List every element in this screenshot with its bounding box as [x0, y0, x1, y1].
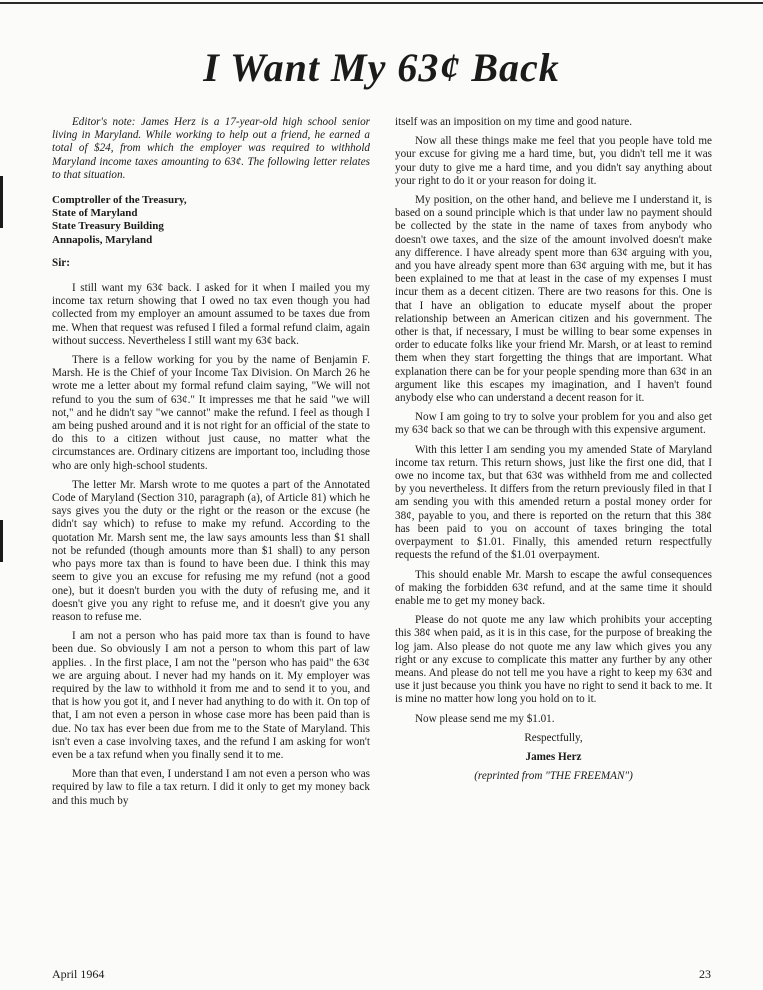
- body-paragraph: Now please send me my $1.01.: [415, 712, 555, 725]
- address-line: Comptroller of the Treasury,: [52, 194, 187, 207]
- body-paragraph: My position, on the other hand, and believe me I understand it, is based on a sound principle which is that under law no payment should be collected by the state in the name of taxes from anybody who doesn't owe taxes, and the size of the amount involved doesn't make any difference. I have already spent more than 63¢ arguing with you, and you have already spent more than 63¢ arguing with me, but it has been explained to me that at least in the case of my expenses I must incur them as a decent citizen. There are two reasons for this. One is that I have an obligation to educate myself about the proper relationship between an American citizen and his government. The other is that, if necessary, I must be willing to bear some expenses in order to educate folks like your friend Mr. Marsh, or at least to remind them when they start forgetting the things that are important. What explanation there can be for your people spending more than 63¢ in an argument like this escapes my imagination, and I haven't found anybody else who can understand a decent reason for it.: [395, 194, 712, 405]
- right-column: [395, 116, 712, 789]
- recipient-address: [52, 194, 370, 247]
- margin-mark: [0, 520, 3, 562]
- footer-date: April 1964: [52, 967, 105, 981]
- page-number: 23: [699, 967, 711, 981]
- body-paragraph: This should enable Mr. Marsh to escape the awful consequences of making the forbidden 63¢ refund, and at the same time it should enable me to get my money back.: [395, 568, 712, 607]
- address-line: State Treasury Building: [52, 220, 164, 233]
- body-paragraph: The letter Mr. Marsh wrote to me quotes a part of the Annotated Code of Maryland (Section 310, paragraph (a), of Article 81) which he says gives you the duty or the right or the reason or the excuse (he didn't say which) to refuse to make my refund. According to the quotation Mr. Marsh sent me, the law says amounts less than $1 shall not be refunded (though amounts more than $1 shall) to any person who pays more tax than is found to have been due. I think this may seem to give you an excuse for refusing me my refund (not a good one), but it doesn't burden you with the duty of refusing me, and it doesn't give you any right to refuse me, and it doesn't give you any reason to refuse me.: [52, 478, 370, 623]
- body-paragraph: Now I am going to try to solve your problem for you and also get my 63¢ back so that we can be through with this expensive argument.: [395, 411, 712, 437]
- body-paragraph: With this letter I am sending you my amended State of Maryland income tax return. This return shows, just like the first one did, that I owe no income tax, but that 63¢ was withheld from me and collected by you nevertheless. It differs from the return previously filed in that I am sending you with this amended return a postal money order for 38¢, payable to you, and there is reported on the return that this 38¢ has been paid to you on account of taxes bringing the total overpayment to $1.01. Finally, this amended return respectfully requests the refund of the $1.01 overpayment.: [395, 443, 712, 562]
- salutation: Sir:: [52, 256, 70, 269]
- closing: Respectfully,: [524, 731, 583, 744]
- editor-note: Editor's note: James Herz is a 17-year-old high school senior living in Maryland. While working to help out a friend, he earned a total of $24, from which the employer was required to withhold Maryland income taxes amounting to 63¢. The following letter relates to that situation.: [52, 116, 370, 181]
- body-paragraph: I still want my 63¢ back. I asked for it when I mailed you my income tax return showing that I owed no tax even though you had collected from my employer an amount assumed to be taxes due from me. When that request was refused I filed a formal refund claim, again without success. Nevertheless I still want my 63¢ back.: [52, 282, 370, 347]
- signature: James Herz: [525, 750, 582, 763]
- article-title: I Want My 63¢ Back: [203, 45, 560, 90]
- top-rule: [0, 2, 763, 4]
- body-paragraph-continued: itself was an imposition on my time and good nature.: [395, 116, 633, 128]
- left-column: [52, 116, 370, 812]
- margin-mark: [0, 176, 3, 228]
- body-paragraph: Now all these things make me feel that you people have told me your excuse for giving me a hard time, but, you didn't tell me it was your duty to give me a hard time, and you didn't say anything about your right to do it or your reason for doing it.: [395, 135, 712, 187]
- body-paragraph: Please do not quote me any law which prohibits your accepting this 38¢ when paid, as it is in this case, for the purpose of breaking the log jam. Also please do not quote me any law which gives you any right or any excuse to complicate this matter any further by any other means. And please do not tell me you have a right to keep my 63¢ and use it just because you think you have no right to send it back to me. It is mine no matter how long you hold on to it.: [395, 614, 712, 706]
- address-line: Annapolis, Maryland: [52, 233, 153, 246]
- body-paragraph: More than that even, I understand I am not even a person who was required by law to file a tax return. I did it only to get my money back and this much by: [52, 768, 370, 807]
- address-line: State of Maryland: [52, 207, 138, 220]
- body-paragraph: I am not a person who has paid more tax than is found to have been due. So obviously I am not a person to whom this part of law applies. . In the first place, I am not the "person who has paid" the 63¢ we are arguing about. I never had my hands on it. My employer was required by the law to withhold it from me and to send it to you, and that is how you got it, and I never had anything to do with it. On top of that, I am not even a person in whose case more has been paid than is due. No tax has ever been due from me to the State of Maryland. This isn't even a case involving taxes, and the refund I am asking for won't even be a tax refund when you finally send it to me.: [52, 630, 370, 761]
- body-paragraph: There is a fellow working for you by the name of Benjamin F. Marsh. He is the Chief of your Income Tax Division. On March 26 he wrote me a letter about my formal refund claim saying, "We will not refund to you the sum of 63¢." It impresses me that he said "we will not," and he didn't say "we cannot" make the refund. I feel as though I am being pushed around and it is not right for an official of the state to do this to a citizen without just cause, no matter what the circumstances are. Ordinary citizens are important too, including those who are only high-school students.: [52, 354, 370, 472]
- source-credit: (reprinted from "THE FREEMAN"): [474, 770, 633, 783]
